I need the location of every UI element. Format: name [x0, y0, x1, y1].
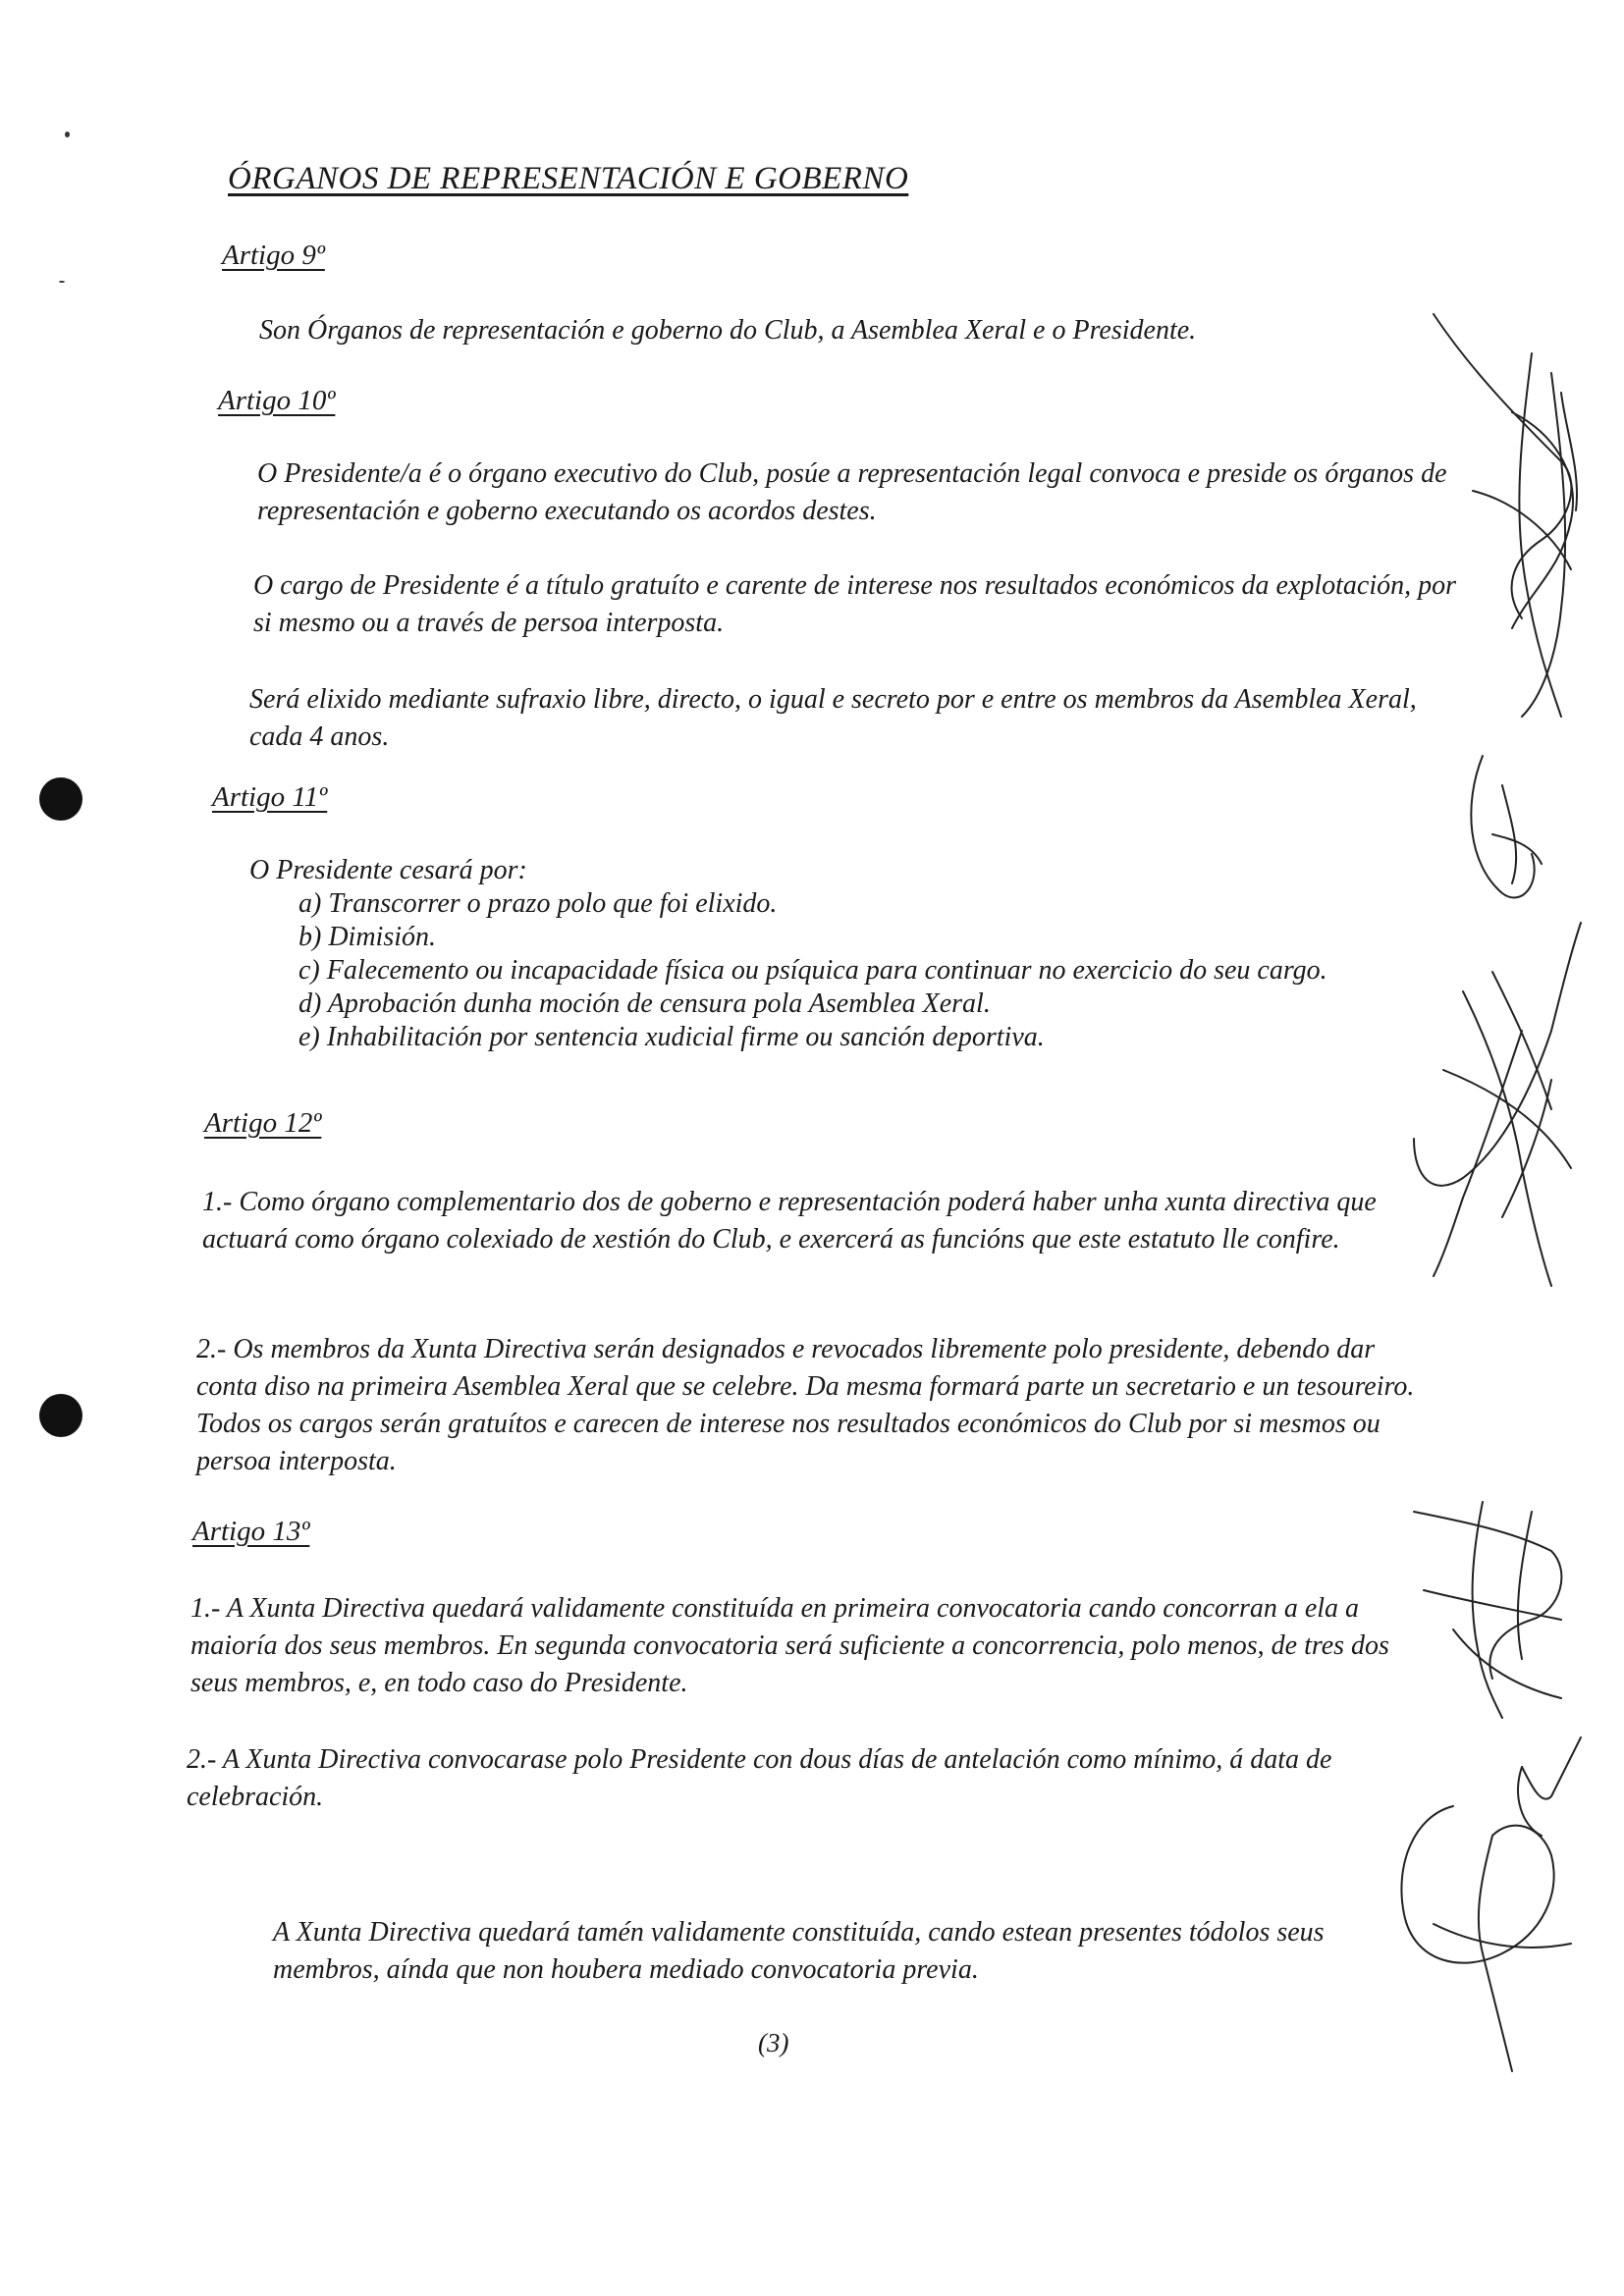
article-10-text-2: O cargo de Presidente é a título gratuíto e carente de interese nos resultados económicos da explotación, por si mesmo ou a través de persoa interposta. — [253, 570, 1457, 638]
article-11-list — [249, 854, 1327, 1054]
scan-mark — [59, 281, 65, 283]
article-11-item-c: c) Falecemento ou incapacidade física ou psíquica para continuar no exercicio do seu cargo. — [298, 955, 1327, 986]
section-heading: ÓRGANOS DE REPRESENTACIÓN E GOBERNO — [228, 161, 909, 196]
article-10-paragraph-2 — [214, 567, 1465, 642]
margin-signature-2 — [1453, 746, 1561, 913]
article-13-text-3: A Xunta Directiva quedará tamén validamente constituída, cando estean presentes tódolos seus membros, aínda que non houbera mediado convocatoria previa. — [273, 1917, 1325, 1985]
punch-hole-bottom — [39, 1394, 82, 1437]
punch-hole-top — [39, 777, 82, 821]
article-10-paragraph-1 — [218, 455, 1465, 530]
article-10-text-3: Será elixido mediante sufraxio libre, directo, o igual e secreto por e entre os membros da Asemblea Xeral, cada 4 anos. — [249, 684, 1417, 752]
scan-mark — [65, 132, 70, 137]
page-number: (3) — [758, 2028, 789, 2057]
article-9-paragraph-1: Son Órganos de representación e goberno do Club, a Asemblea Xeral e o Presidente. — [259, 315, 1197, 346]
article-13-paragraph-2 — [187, 1741, 1435, 1816]
article-12-paragraph-2 — [196, 1331, 1441, 1480]
margin-signature-5 — [1375, 1728, 1600, 2081]
article-11-item-b: b) Dimisión. — [298, 922, 436, 952]
article-12-paragraph-1 — [202, 1184, 1445, 1258]
margin-signature-3 — [1404, 913, 1600, 1306]
article-13-paragraph-3 — [179, 1914, 1435, 1989]
article-11-item-a: a) Transcorrer o prazo polo que foi elixido. — [298, 888, 778, 919]
article-9-title: Artigo 9º — [222, 240, 325, 271]
article-13-text-2: 2.- A Xunta Directiva convocarase polo Presidente con dous días de antelación como mínimo, á data de celebración. — [187, 1744, 1332, 1812]
article-13-text-1: 1.- A Xunta Directiva quedará validamente constituída en primeira convocatoria cando concorran a ela a maioría dos seus membros. En segunda convocatoria será suficiente a concorrencia, polo menos, de tres dos seus membros, e, en todo caso do Presidente. — [190, 1593, 1389, 1698]
article-10-text-1: O Presidente/a é o órgano executivo do Club, posúe a representación legal convoca e preside os órganos de representación e goberno executando os acordos destes. — [257, 458, 1447, 526]
article-13-title: Artigo 13º — [192, 1516, 310, 1547]
article-11-item-d: d) Aprobación dunha moción de censura pola Asemblea Xeral. — [298, 988, 991, 1019]
article-10-title: Artigo 10º — [218, 385, 336, 416]
article-11-title: Artigo 11º — [212, 781, 328, 813]
article-9-body — [259, 312, 1359, 349]
article-12-text-2: 2.- Os membros da Xunta Directiva serán designados e revocados libremente polo presidente, debendo dar conta diso na primeira Asemblea Xeral que se celebre. Da mesma formará parte un secretario e un tesoureiro. Todos os cargos serán gratuítos e carecen de interese nos resultados económicos do Club por si mesmos ou persoa interposta. — [196, 1334, 1415, 1476]
article-11-item-e: e) Inhabilitación por sentencia xudicial firme ou sanción deportiva. — [298, 1022, 1045, 1052]
article-10-paragraph-3 — [210, 681, 1467, 756]
article-11-intro: O Presidente cesará por: — [249, 855, 527, 885]
article-12-text-1: 1.- Como órgano complementario dos de goberno e representación poderá haber unha xunta directiva que actuará como órgano colexiado de xestión do Club, e exercerá as funcións que este estatuto lle confire. — [202, 1187, 1377, 1255]
margin-signature-4 — [1394, 1472, 1591, 1728]
margin-signature-1 — [1414, 294, 1600, 726]
article-13-paragraph-1 — [190, 1590, 1437, 1702]
article-12-title: Artigo 12º — [204, 1107, 322, 1139]
